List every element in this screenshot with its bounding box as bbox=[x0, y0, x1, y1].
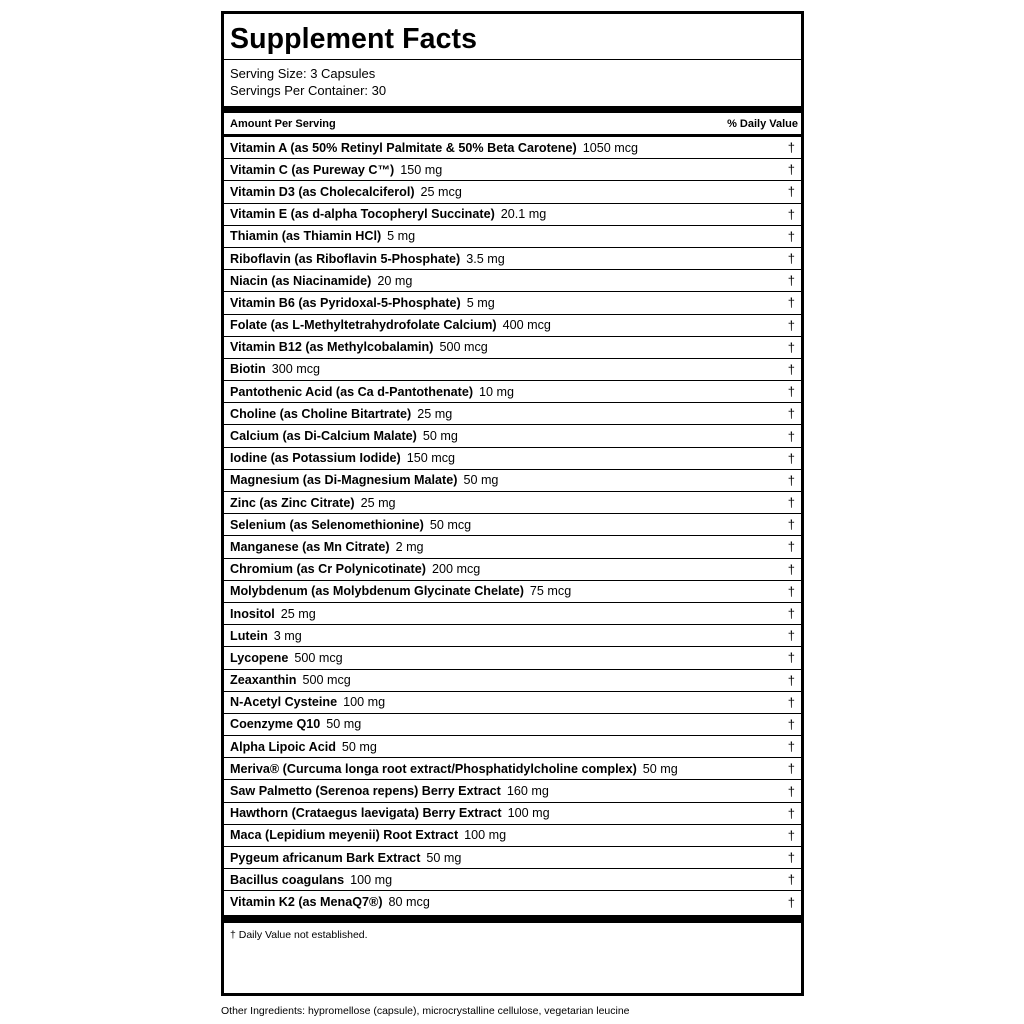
nutrient-row bbox=[224, 315, 801, 337]
nutrient-amount: 160 mg bbox=[506, 784, 549, 799]
nutrient-info bbox=[230, 828, 506, 842]
nutrient-name: Vitamin C (as Pureway C™) bbox=[230, 162, 395, 177]
nutrient-amount: 150 mcg bbox=[406, 451, 456, 466]
nutrient-row bbox=[224, 825, 801, 847]
nutrient-info bbox=[230, 695, 385, 709]
daily-value-dagger: † bbox=[787, 317, 795, 333]
nutrient-name: Zeaxanthin bbox=[230, 673, 297, 688]
nutrient-row bbox=[224, 514, 801, 536]
nutrient-name: Zinc (as Zinc Citrate) bbox=[230, 495, 355, 510]
nutrient-row bbox=[224, 647, 801, 669]
daily-value-dagger: † bbox=[787, 450, 795, 466]
nutrient-amount: 5 mg bbox=[466, 295, 495, 310]
nutrient-name: Vitamin D3 (as Cholecalciferol) bbox=[230, 184, 415, 199]
daily-value-dagger: † bbox=[787, 495, 795, 511]
nutrient-name: Alpha Lipoic Acid bbox=[230, 739, 336, 754]
nutrient-row bbox=[224, 736, 801, 758]
nutrient-name: Vitamin K2 (as MenaQ7®) bbox=[230, 895, 383, 910]
serving-size: Serving Size: 3 Capsules bbox=[230, 66, 376, 81]
nutrient-amount: 20.1 mg bbox=[500, 207, 547, 222]
nutrient-info bbox=[230, 473, 498, 487]
nutrient-row bbox=[224, 536, 801, 558]
nutrient-name: Vitamin B12 (as Methylcobalamin) bbox=[230, 340, 434, 355]
panel-title: Supplement Facts bbox=[224, 14, 801, 60]
daily-value-dagger: † bbox=[787, 251, 795, 267]
servings-per-container: Servings Per Container: 30 bbox=[230, 83, 387, 98]
daily-value-dagger: † bbox=[787, 606, 795, 622]
nutrient-row bbox=[224, 758, 801, 780]
nutrient-info bbox=[230, 163, 442, 177]
daily-value-dagger: † bbox=[787, 672, 795, 688]
nutrient-info bbox=[230, 540, 424, 554]
nutrient-name: Calcium (as Di-Calcium Malate) bbox=[230, 429, 417, 444]
nutrient-info bbox=[230, 362, 320, 376]
nutrient-row bbox=[224, 692, 801, 714]
nutrient-amount: 75 mcg bbox=[529, 584, 572, 599]
nutrient-name: Choline (as Choline Bitartrate) bbox=[230, 406, 412, 421]
nutrient-info bbox=[230, 740, 377, 754]
nutrient-name: Biotin bbox=[230, 362, 266, 377]
nutrient-row bbox=[224, 492, 801, 514]
nutrient-info bbox=[230, 385, 514, 399]
nutrient-name: Meriva® (Curcuma longa root extract/Phosphatidylcholine complex) bbox=[230, 761, 637, 776]
nutrient-amount: 5 mg bbox=[387, 229, 416, 244]
nutrient-row bbox=[224, 847, 801, 869]
nutrient-amount: 150 mg bbox=[400, 162, 443, 177]
daily-value-dagger: † bbox=[787, 206, 795, 222]
daily-value-dagger: † bbox=[787, 140, 795, 156]
nutrient-info bbox=[230, 274, 412, 288]
nutrient-row bbox=[224, 869, 801, 891]
daily-value-dagger: † bbox=[787, 162, 795, 178]
nutrient-info bbox=[230, 207, 546, 221]
daily-value-dagger: † bbox=[787, 428, 795, 444]
daily-value-dagger: † bbox=[787, 228, 795, 244]
nutrient-name: Pantothenic Acid (as Ca d-Pantothenate) bbox=[230, 384, 474, 399]
supplement-facts-panel bbox=[221, 11, 804, 996]
nutrient-info bbox=[230, 584, 571, 598]
nutrient-row bbox=[224, 581, 801, 603]
nutrient-info bbox=[230, 895, 430, 909]
nutrient-info bbox=[230, 318, 551, 332]
nutrient-info bbox=[230, 407, 452, 421]
nutrient-info bbox=[230, 673, 351, 687]
nutrient-name: Inositol bbox=[230, 606, 275, 621]
nutrient-info bbox=[230, 340, 488, 354]
nutrient-row bbox=[224, 337, 801, 359]
nutrient-amount: 25 mcg bbox=[420, 184, 462, 199]
nutrient-info bbox=[230, 851, 461, 865]
daily-value-dagger: † bbox=[787, 517, 795, 533]
nutrient-amount: 10 mg bbox=[479, 384, 515, 399]
nutrient-info bbox=[230, 562, 480, 576]
nutrient-name: Hawthorn (Crataegus laevigata) Berry Extract bbox=[230, 806, 502, 821]
nutrient-amount: 3 mg bbox=[273, 628, 302, 643]
nutrient-amount: 50 mg bbox=[326, 717, 362, 732]
nutrient-amount: 2 mg bbox=[395, 539, 424, 554]
nutrient-row bbox=[224, 204, 801, 226]
nutrient-amount: 3.5 mg bbox=[466, 251, 505, 266]
nutrient-amount: 50 mg bbox=[341, 739, 377, 754]
nutrient-info bbox=[230, 429, 458, 443]
nutrient-row bbox=[224, 559, 801, 581]
nutrient-amount: 50 mcg bbox=[429, 517, 472, 532]
nutrient-info bbox=[230, 229, 415, 243]
nutrient-info bbox=[230, 296, 495, 310]
daily-value-dagger: † bbox=[787, 805, 795, 821]
daily-value-dagger: † bbox=[787, 783, 795, 799]
nutrient-row bbox=[224, 891, 801, 913]
nutrient-row bbox=[224, 670, 801, 692]
daily-value-dagger: † bbox=[787, 539, 795, 555]
nutrient-row bbox=[224, 714, 801, 736]
daily-value-dagger: † bbox=[787, 361, 795, 377]
nutrient-amount: 25 mg bbox=[280, 606, 316, 621]
daily-value-dagger: † bbox=[787, 561, 795, 577]
nutrient-name: Selenium (as Selenomethionine) bbox=[230, 517, 424, 532]
nutrient-amount: 50 mg bbox=[426, 850, 462, 865]
nutrient-amount: 100 mg bbox=[507, 806, 550, 821]
nutrient-info bbox=[230, 873, 392, 887]
nutrient-row bbox=[224, 181, 801, 203]
nutrient-info bbox=[230, 651, 343, 665]
nutrient-amount: 50 mg bbox=[463, 473, 499, 488]
nutrient-amount: 100 mg bbox=[350, 872, 393, 887]
nutrient-name: N-Acetyl Cysteine bbox=[230, 695, 338, 710]
nutrient-info bbox=[230, 784, 549, 798]
nutrient-amount: 100 mg bbox=[464, 828, 507, 843]
nutrient-name: Chromium (as Cr Polynicotinate) bbox=[230, 562, 426, 577]
nutrient-name: Folate (as L-Methyltetrahydrofolate Calcium) bbox=[230, 318, 497, 333]
nutrient-amount: 20 mg bbox=[377, 273, 413, 288]
daily-value-dagger: † bbox=[787, 295, 795, 311]
daily-value-dagger: † bbox=[787, 827, 795, 843]
daily-value-dagger: † bbox=[787, 850, 795, 866]
nutrient-name: Vitamin A (as 50% Retinyl Palmitate & 50% Beta Carotene) bbox=[230, 140, 577, 155]
nutrient-amount: 1050 mcg bbox=[582, 140, 638, 155]
nutrient-row bbox=[224, 359, 801, 381]
nutrient-amount: 50 mg bbox=[642, 761, 678, 776]
nutrient-info bbox=[230, 717, 361, 731]
column-header bbox=[224, 113, 801, 137]
nutrient-row bbox=[224, 381, 801, 403]
nutrient-info bbox=[230, 141, 638, 155]
nutrient-info bbox=[230, 518, 471, 532]
nutrient-name: Niacin (as Niacinamide) bbox=[230, 273, 372, 288]
nutrient-info bbox=[230, 762, 678, 776]
nutrient-name: Riboflavin (as Riboflavin 5-Phosphate) bbox=[230, 251, 461, 266]
daily-value-dagger: † bbox=[787, 339, 795, 355]
daily-value-dagger: † bbox=[787, 184, 795, 200]
nutrient-name: Magnesium (as Di-Magnesium Malate) bbox=[230, 473, 458, 488]
nutrient-row bbox=[224, 448, 801, 470]
nutrient-info bbox=[230, 629, 302, 643]
daily-value-dagger: † bbox=[787, 628, 795, 644]
daily-value-label: % Daily Value bbox=[727, 117, 798, 130]
footnote: † Daily Value not established. bbox=[230, 928, 368, 941]
nutrient-row bbox=[224, 803, 801, 825]
daily-value-dagger: † bbox=[787, 872, 795, 888]
daily-value-dagger: † bbox=[787, 583, 795, 599]
nutrient-amount: 300 mcg bbox=[271, 362, 320, 377]
nutrient-name: Vitamin E (as d-alpha Tocopheryl Succinate) bbox=[230, 207, 495, 222]
nutrient-info bbox=[230, 806, 550, 820]
nutrient-name: Coenzyme Q10 bbox=[230, 717, 321, 732]
nutrient-amount: 500 mcg bbox=[302, 673, 351, 688]
nutrient-name: Lycopene bbox=[230, 650, 289, 665]
nutrient-row bbox=[224, 425, 801, 447]
daily-value-dagger: † bbox=[787, 384, 795, 400]
nutrient-amount: 400 mcg bbox=[502, 318, 551, 333]
other-ingredients: Other Ingredients: hypromellose (capsule), microcrystalline cellulose, vegetarian leucine bbox=[221, 1005, 630, 1017]
nutrient-amount: 50 mg bbox=[422, 429, 458, 444]
daily-value-dagger: † bbox=[787, 716, 795, 732]
daily-value-dagger: † bbox=[787, 739, 795, 755]
nutrient-info bbox=[230, 451, 455, 465]
nutrient-name: Saw Palmetto (Serenoa repens) Berry Extract bbox=[230, 784, 501, 799]
nutrient-amount: 500 mcg bbox=[294, 650, 343, 665]
nutrient-row bbox=[224, 625, 801, 647]
daily-value-dagger: † bbox=[787, 273, 795, 289]
nutrient-info bbox=[230, 607, 316, 621]
daily-value-dagger: † bbox=[787, 761, 795, 777]
nutrient-row bbox=[224, 137, 801, 159]
daily-value-dagger: † bbox=[787, 894, 795, 910]
daily-value-dagger: † bbox=[787, 694, 795, 710]
nutrient-name: Manganese (as Mn Citrate) bbox=[230, 539, 390, 554]
nutrient-row bbox=[224, 226, 801, 248]
daily-value-dagger: † bbox=[787, 406, 795, 422]
nutrient-amount: 25 mg bbox=[417, 406, 453, 421]
nutrient-amount: 80 mcg bbox=[388, 895, 430, 910]
nutrient-name: Bacillus coagulans bbox=[230, 872, 345, 887]
daily-value-dagger: † bbox=[787, 472, 795, 488]
nutrient-amount: 25 mg bbox=[360, 495, 396, 510]
nutrient-name: Vitamin B6 (as Pyridoxal-5-Phosphate) bbox=[230, 295, 461, 310]
serving-info bbox=[224, 60, 801, 113]
nutrient-info bbox=[230, 185, 462, 199]
nutrient-row bbox=[224, 470, 801, 492]
nutrient-amount: 200 mcg bbox=[431, 562, 481, 577]
nutrient-info bbox=[230, 252, 505, 266]
nutrient-name: Lutein bbox=[230, 628, 268, 643]
nutrient-name: Maca (Lepidium meyenii) Root Extract bbox=[230, 828, 459, 843]
nutrient-row bbox=[224, 603, 801, 625]
nutrient-amount: 100 mg bbox=[343, 695, 386, 710]
nutrient-amount: 500 mcg bbox=[439, 340, 488, 355]
nutrient-row bbox=[224, 248, 801, 270]
nutrient-name: Iodine (as Potassium Iodide) bbox=[230, 451, 401, 466]
divider-bar bbox=[224, 915, 801, 923]
nutrient-list bbox=[224, 137, 801, 914]
nutrient-name: Pygeum africanum Bark Extract bbox=[230, 850, 421, 865]
nutrient-row bbox=[224, 159, 801, 181]
daily-value-dagger: † bbox=[787, 650, 795, 666]
amount-per-serving-label: Amount Per Serving bbox=[230, 117, 336, 130]
nutrient-name: Molybdenum (as Molybdenum Glycinate Chelate) bbox=[230, 584, 524, 599]
nutrient-row bbox=[224, 403, 801, 425]
nutrient-info bbox=[230, 496, 396, 510]
nutrient-row bbox=[224, 270, 801, 292]
nutrient-row bbox=[224, 780, 801, 802]
nutrient-name: Thiamin (as Thiamin HCl) bbox=[230, 229, 382, 244]
nutrient-row bbox=[224, 292, 801, 314]
